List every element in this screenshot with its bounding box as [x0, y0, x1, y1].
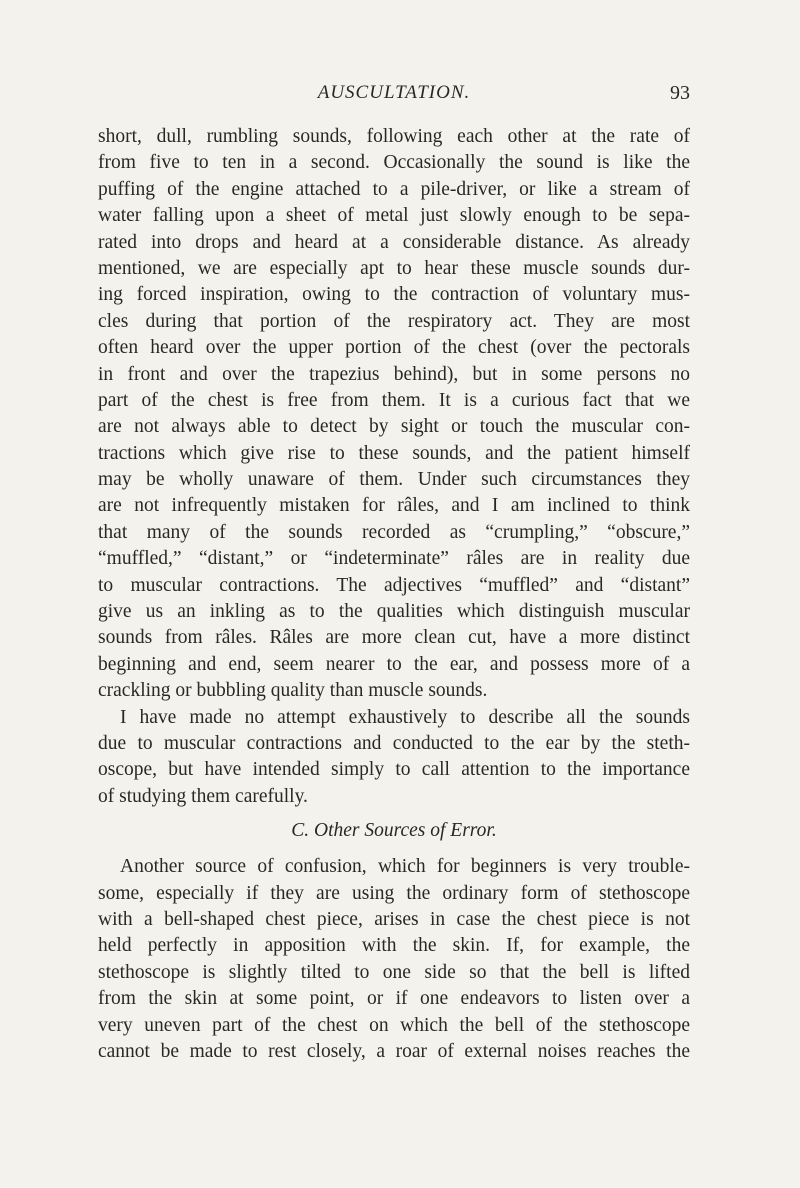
text-line: very uneven part of the chest on which the bell of the stethoscope	[98, 1014, 690, 1036]
running-title: AUSCULTATION.	[317, 82, 471, 103]
text-line: beginning and end, seem nearer to the ear, and possess more of a	[98, 653, 690, 675]
text-line: of studying them carefully.	[98, 785, 308, 807]
text-line: I have made no attempt exhaustively to describe all the sounds	[120, 706, 690, 728]
text-line: sounds from râles. Râles are more clean cut, have a more distinct	[98, 627, 690, 649]
text-line: short, dull, rumbling sounds, following each other at the rate of	[98, 126, 690, 147]
text-line: “muffled,” “distant,” or “indeterminate” râles are in reality due	[98, 548, 690, 570]
text-line: ing forced inspiration, owing to the contraction of voluntary mus-	[98, 284, 690, 306]
text-line: with a bell-shaped chest piece, arises in case the chest piece is not	[98, 908, 690, 930]
text-line: give us an inkling as to the qualities which distinguish muscular	[98, 601, 690, 623]
text-line: cles during that portion of the respiratory act. They are most	[98, 310, 690, 332]
text-line: stethoscope is slightly tilted to one side so that the bell is lifted	[98, 961, 690, 983]
running-head	[98, 82, 690, 110]
text-line: due to muscular contractions and conducted to the ear by the steth-	[98, 732, 690, 754]
text-line: to muscular contractions. The adjectives “muffled” and “distant”	[98, 574, 690, 596]
text-line: water falling upon a sheet of metal just slowly enough to be sepa-	[98, 205, 690, 227]
text-line: puffing of the engine attached to a pile-driver, or like a stream of	[98, 178, 690, 200]
text-line: tractions which give rise to these sounds, and the patient himself	[98, 442, 690, 464]
text-line: some, especially if they are using the ordinary form of stethoscope	[98, 882, 690, 904]
text-line: rated into drops and heard at a considerable distance. As already	[98, 231, 690, 253]
paragraph-attempt	[98, 705, 690, 811]
text-line: are not infrequently mistaken for râles, and I am inclined to think	[98, 495, 690, 517]
paragraph-other-sources	[98, 854, 690, 1065]
text-line: part of the chest is free from them. It is a curious fact that we	[98, 389, 690, 411]
text-line: often heard over the upper portion of the chest (over the pectorals	[98, 337, 690, 359]
text-line: are not always able to detect by sight or touch the muscular con-	[98, 416, 690, 438]
text-line: from five to ten in a second. Occasionally the sound is like the	[98, 152, 690, 174]
text-line: mentioned, we are especially apt to hear these muscle sounds dur-	[98, 257, 690, 279]
text-line: may be wholly unaware of them. Under such circumstances they	[98, 469, 690, 491]
text-line: that many of the sounds recorded as “crumpling,” “obscure,”	[98, 521, 690, 543]
text-line: Another source of confusion, which for beginners is very trouble-	[120, 856, 690, 878]
text-line: oscope, but have intended simply to call attention to the importance	[98, 759, 690, 781]
paragraph-muscle-sounds	[98, 124, 690, 705]
text-line: in front and over the trapezius behind), but in some persons no	[98, 363, 690, 385]
text-line: from the skin at some point, or if one endeavors to listen over a	[98, 988, 690, 1010]
text-line: held perfectly in apposition with the skin. If, for example, the	[98, 935, 690, 957]
text-line: cannot be made to rest closely, a roar of external noises reaches the	[98, 1040, 690, 1062]
text-line: crackling or bubbling quality than muscle sounds.	[98, 680, 488, 702]
body-text	[98, 124, 690, 1065]
section-heading: C. Other Sources of Error.	[291, 820, 497, 842]
page-number: 93	[670, 82, 690, 104]
